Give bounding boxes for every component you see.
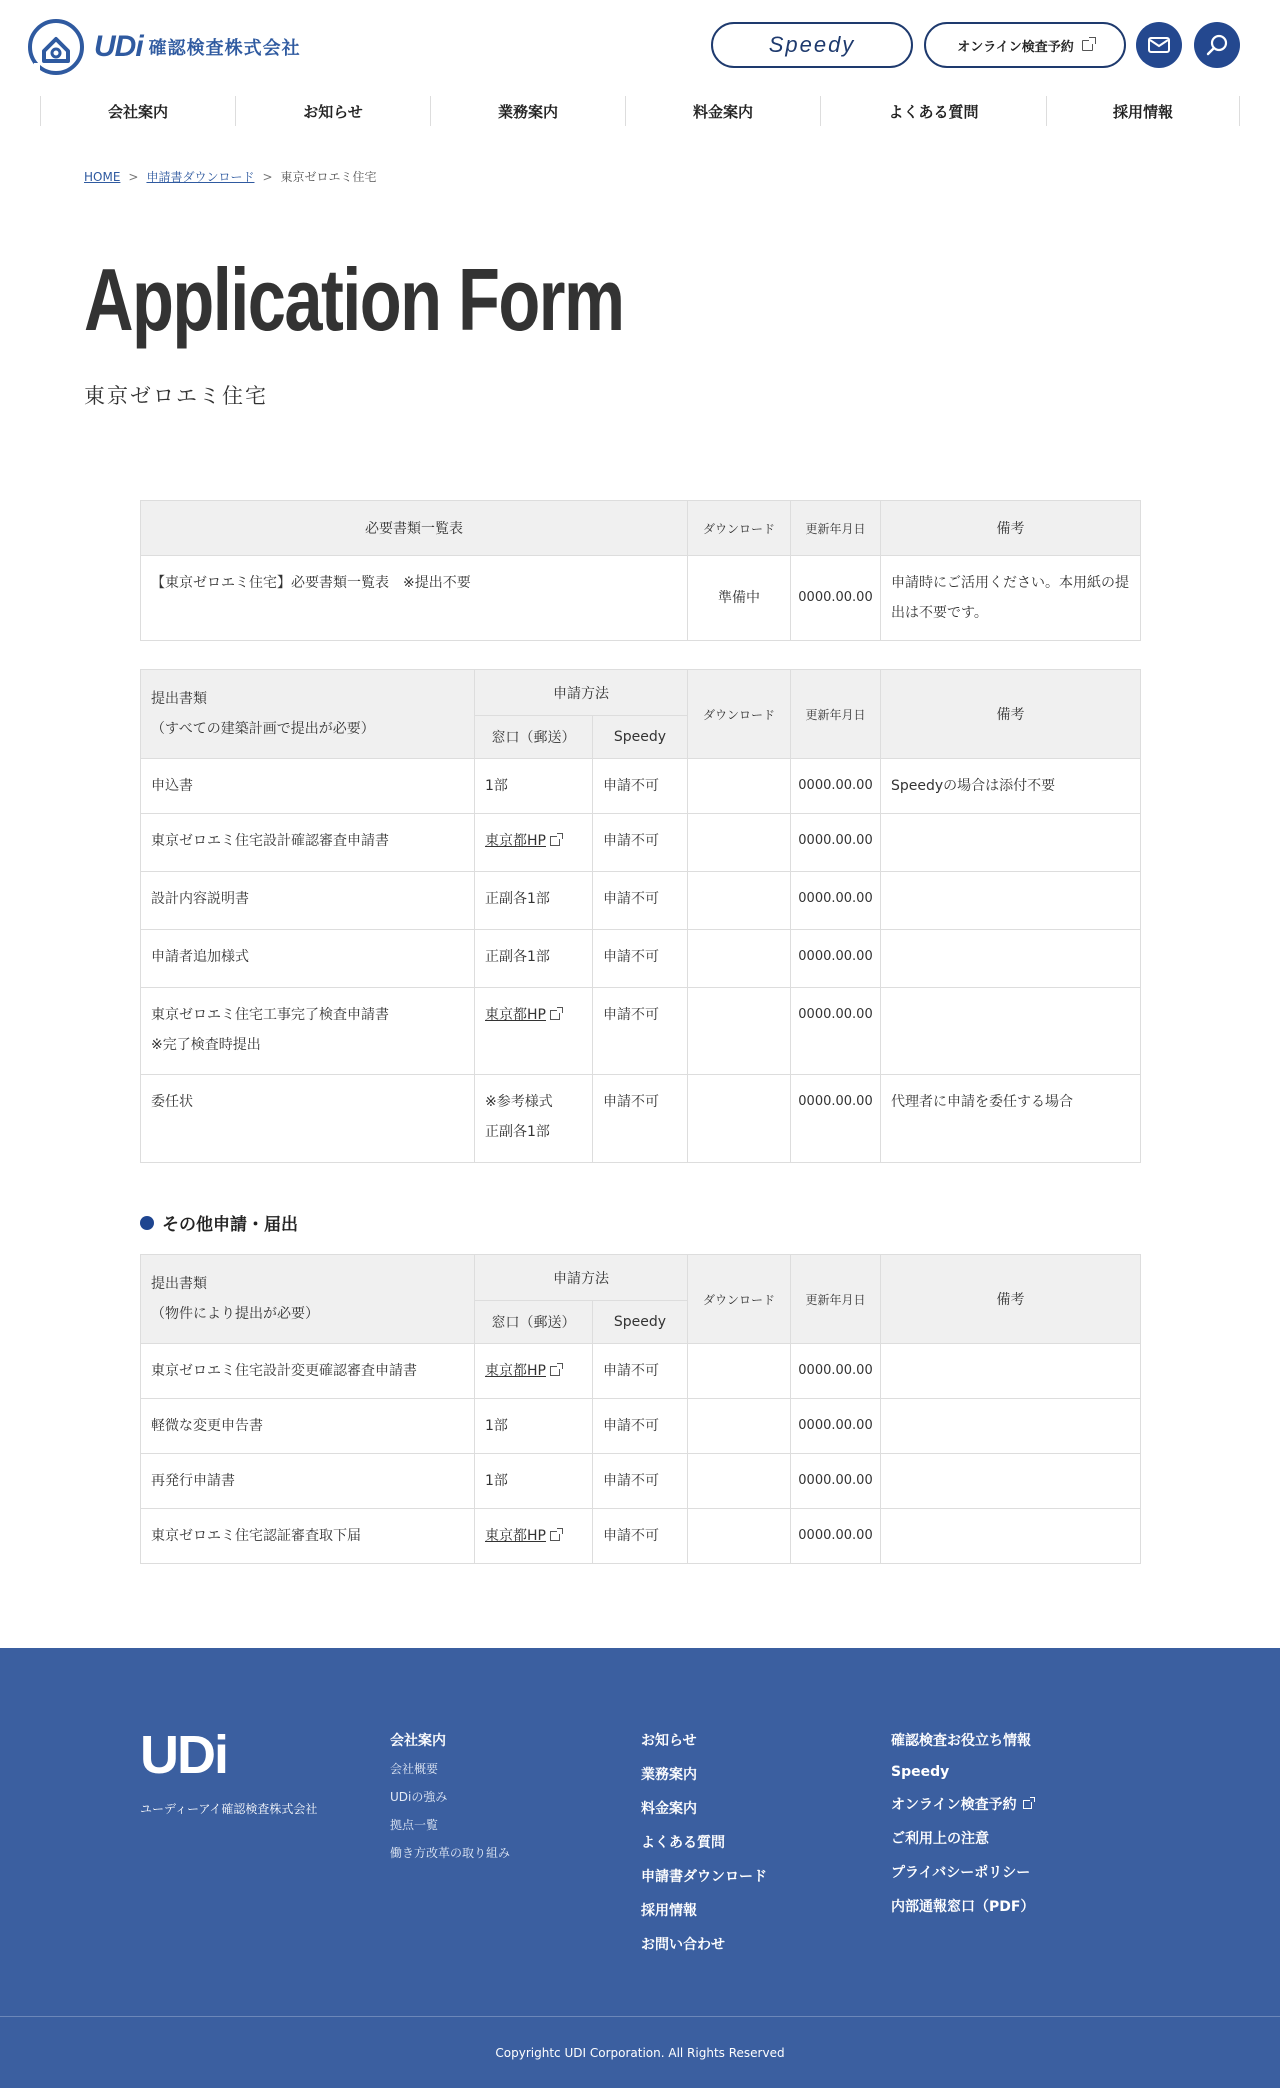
header-checklist: 必要書類一覧表 [141, 501, 688, 556]
window-method: 正副各1部 [475, 930, 593, 988]
table-row [141, 814, 1141, 872]
speedy-method: 申請不可 [593, 1075, 688, 1163]
header-date: 更新年月日 [791, 670, 881, 759]
logo-udi-text: UDi [94, 30, 143, 63]
footer-link-privacy[interactable]: プライバシーポリシー [891, 1865, 1031, 1881]
header-note: 備考 [881, 1255, 1141, 1344]
footer-link-news[interactable]: お知らせ [641, 1733, 697, 1749]
header-window: 窓口（郵送） [475, 716, 593, 759]
speedy-method: 申請不可 [593, 872, 688, 930]
update-date: 0000.00.00 [791, 556, 881, 641]
doc-name: 東京ゼロエミ住宅設計確認審査申請書 [141, 814, 475, 872]
speedy-method: 申請不可 [593, 1344, 688, 1399]
footer-col-main [641, 1730, 767, 1968]
footer-link-online-booking[interactable] [891, 1794, 1034, 1814]
update-date: 0000.00.00 [791, 1399, 881, 1454]
contact-mail-button[interactable] [1136, 22, 1182, 68]
header-method: 申請方法 [475, 670, 688, 716]
update-date: 0000.00.00 [791, 1344, 881, 1399]
table-row [141, 988, 1141, 1075]
note: 代理者に申請を委任する場合 [881, 1075, 1141, 1163]
update-date: 0000.00.00 [791, 872, 881, 930]
header-doc-sub: （すべての建築計画で提出が必要） [151, 721, 375, 737]
footer-col-info [891, 1730, 1034, 1930]
online-inspection-label: オンライン検査予約 [957, 39, 1074, 55]
window-method[interactable] [475, 814, 593, 872]
update-date: 0000.00.00 [791, 814, 881, 872]
breadcrumb-separator: > [262, 169, 273, 184]
tokyo-hp-link[interactable]: 東京都HP [485, 1363, 546, 1379]
note [881, 1454, 1141, 1509]
table-row [141, 930, 1141, 988]
external-link-icon [550, 836, 560, 846]
note [881, 1344, 1141, 1399]
download-cell [688, 1344, 791, 1399]
doc-name: 東京ゼロエミ住宅設計変更確認審査申請書 [141, 1344, 475, 1399]
header-download: ダウンロード [688, 670, 791, 759]
doc-name: 設計内容説明書 [141, 872, 475, 930]
site-logo[interactable] [26, 17, 301, 77]
nav-news[interactable]: お知らせ [235, 96, 430, 126]
speedy-method: 申請不可 [593, 814, 688, 872]
footer-online-booking-label: オンライン検査予約 [891, 1797, 1017, 1813]
header-date: 更新年月日 [791, 501, 881, 556]
external-link-icon [1082, 40, 1093, 51]
table-row [141, 1344, 1141, 1399]
window-method-copies: 正副各1部 [485, 1124, 550, 1140]
download-cell [688, 759, 791, 814]
doc-name: 申請者追加様式 [141, 930, 475, 988]
footer-logo[interactable] [140, 1725, 227, 1785]
note [881, 988, 1141, 1075]
doc-name: 東京ゼロエミ住宅認証審査取下届 [141, 1509, 475, 1564]
header-download: ダウンロード [688, 1255, 791, 1344]
header-date: 更新年月日 [791, 1255, 881, 1344]
window-method: 1部 [475, 759, 593, 814]
nav-recruit[interactable]: 採用情報 [1046, 96, 1240, 126]
search-icon [1206, 34, 1228, 56]
update-date: 0000.00.00 [791, 1075, 881, 1163]
download-cell [688, 988, 791, 1075]
footer-link-usage-notes[interactable]: ご利用上の注意 [891, 1831, 989, 1847]
doc-name: 【東京ゼロエミ住宅】必要書類一覧表 ※提出不要 [141, 556, 688, 641]
header-speedy: Speedy [593, 1301, 688, 1344]
breadcrumb-home[interactable]: HOME [84, 169, 121, 184]
speedy-button-label: Speedy [768, 32, 856, 57]
window-method[interactable] [475, 1509, 593, 1564]
nav-faq[interactable]: よくある質問 [820, 96, 1046, 126]
window-method: ※参考様式 [485, 1094, 553, 1110]
footer-link-useful-info[interactable]: 確認検査お役立ち情報 [891, 1733, 1031, 1749]
download-cell [688, 1509, 791, 1564]
header-download: ダウンロード [688, 501, 791, 556]
footer-link-strengths[interactable]: UDiの強み [390, 1790, 448, 1804]
note [881, 1399, 1141, 1454]
doc-name-cell [141, 988, 475, 1075]
copyright: Copyrightc UDI Corporation. All Rights Reserved [495, 2046, 785, 2060]
tokyo-hp-link[interactable]: 東京都HP [485, 1528, 546, 1544]
update-date: 0000.00.00 [791, 759, 881, 814]
nav-services[interactable]: 業務案内 [430, 96, 625, 126]
doc-name: 再発行申請書 [141, 1454, 475, 1509]
doc-name: 申込書 [141, 759, 475, 814]
table-row [141, 759, 1141, 814]
external-link-icon [1023, 1800, 1032, 1809]
note [881, 1509, 1141, 1564]
table-row [141, 1075, 1141, 1163]
speedy-method: 申請不可 [593, 1454, 688, 1509]
search-button[interactable] [1194, 22, 1240, 68]
table-row [141, 1509, 1141, 1564]
speedy-method: 申請不可 [593, 930, 688, 988]
table-row [141, 872, 1141, 930]
bullet-dot-icon [140, 1216, 154, 1230]
global-nav [40, 96, 1240, 126]
checklist-table [140, 500, 1141, 641]
update-date: 0000.00.00 [791, 1509, 881, 1564]
footer-link-workstyle[interactable]: 働き方改革の取り組み [390, 1846, 511, 1860]
window-method[interactable] [475, 1344, 593, 1399]
note [881, 872, 1141, 930]
window-method: 正副各1部 [475, 872, 593, 930]
breadcrumb-separator: > [128, 169, 139, 184]
window-method-cell [475, 1075, 593, 1163]
nav-pricing[interactable]: 料金案内 [625, 96, 820, 126]
update-date: 0000.00.00 [791, 930, 881, 988]
footer-col-company [390, 1730, 510, 1872]
tokyo-hp-link[interactable]: 東京都HP [485, 833, 546, 849]
tokyo-hp-link[interactable]: 東京都HP [485, 1007, 546, 1023]
footer-link-speedy[interactable]: Speedy [891, 1764, 950, 1780]
note: Speedyの場合は添付不要 [881, 759, 1141, 814]
download-cell [688, 1399, 791, 1454]
house-logo-icon [26, 17, 86, 77]
footer-link-services[interactable]: 業務案内 [641, 1767, 697, 1783]
header-note: 備考 [881, 670, 1141, 759]
speedy-method: 申請不可 [593, 1509, 688, 1564]
speedy-button[interactable] [711, 22, 913, 68]
footer-link-locations[interactable]: 拠点一覧 [390, 1818, 439, 1832]
external-link-icon [550, 1366, 560, 1376]
speedy-method: 申請不可 [593, 988, 688, 1075]
header-doc-sub: （物件により提出が必要） [151, 1306, 319, 1322]
footer-company-name: ユーディーアイ確認検査株式会社 [140, 1802, 318, 1816]
footer-link-faq[interactable]: よくある質問 [641, 1835, 725, 1851]
download-cell [688, 1075, 791, 1163]
download-cell [688, 930, 791, 988]
download-cell [688, 872, 791, 930]
nav-company[interactable]: 会社案内 [40, 96, 235, 126]
table-row [141, 556, 1141, 641]
window-method: 1部 [475, 1399, 593, 1454]
logo-company-text: 確認検査株式会社 [148, 38, 301, 59]
header-note: 備考 [881, 501, 1141, 556]
speedy-method: 申請不可 [593, 759, 688, 814]
breadcrumb-current: 東京ゼロエミ住宅 [280, 170, 377, 184]
note [881, 930, 1141, 988]
doc-name: 委任状 [141, 1075, 475, 1163]
download-cell [688, 814, 791, 872]
online-inspection-button[interactable] [924, 22, 1126, 68]
section-heading [140, 1210, 298, 1235]
mail-icon [1148, 37, 1170, 53]
site-footer [0, 1648, 1280, 2088]
external-link-icon [550, 1531, 560, 1541]
header-method: 申請方法 [475, 1255, 688, 1301]
update-date: 0000.00.00 [791, 988, 881, 1075]
page-title: Application Form [84, 250, 624, 349]
doc-name: 軽微な変更申告書 [141, 1399, 475, 1454]
window-method: 1部 [475, 1454, 593, 1509]
footer-link-company[interactable]: 会社案内 [390, 1733, 446, 1749]
doc-name: 東京ゼロエミ住宅工事完了検査申請書 [151, 1007, 389, 1023]
header-window: 窓口（郵送） [475, 1301, 593, 1344]
speedy-method: 申請不可 [593, 1399, 688, 1454]
window-method[interactable] [475, 988, 593, 1075]
update-date: 0000.00.00 [791, 1454, 881, 1509]
footer-link-recruit[interactable]: 採用情報 [641, 1903, 697, 1919]
download-status: 準備中 [688, 556, 791, 641]
note [881, 814, 1141, 872]
footer-link-whistleblower[interactable]: 内部通報窓口（PDF） [891, 1899, 1035, 1915]
header-doc: 提出書類 [151, 1276, 207, 1292]
doc-name-note: ※完了検査時提出 [151, 1037, 261, 1053]
table-row [141, 1399, 1141, 1454]
footer-logo-text: UDi [140, 1725, 227, 1785]
footer-link-pricing[interactable]: 料金案内 [641, 1801, 697, 1817]
footer-link-overview[interactable]: 会社概要 [390, 1762, 439, 1776]
required-docs-table [140, 669, 1141, 1163]
download-cell [688, 1454, 791, 1509]
footer-link-download[interactable]: 申請書ダウンロード [641, 1869, 767, 1885]
breadcrumb-parent[interactable]: 申請書ダウンロード [146, 170, 255, 184]
header-speedy: Speedy [593, 716, 688, 759]
table-row [141, 1454, 1141, 1509]
footer-link-contact[interactable]: お問い合わせ [641, 1937, 725, 1953]
footer-divider [0, 2016, 1280, 2017]
breadcrumb [84, 168, 377, 185]
page-subtitle: 東京ゼロエミ住宅 [84, 384, 268, 408]
site-header [0, 0, 1280, 130]
header-doc: 提出書類 [151, 691, 207, 707]
note: 申請時にご活用ください。本用紙の提出は不要です。 [881, 556, 1141, 641]
other-docs-table [140, 1254, 1141, 1564]
external-link-icon [550, 1010, 560, 1020]
section-heading-text: その他申請・届出 [162, 1215, 298, 1235]
